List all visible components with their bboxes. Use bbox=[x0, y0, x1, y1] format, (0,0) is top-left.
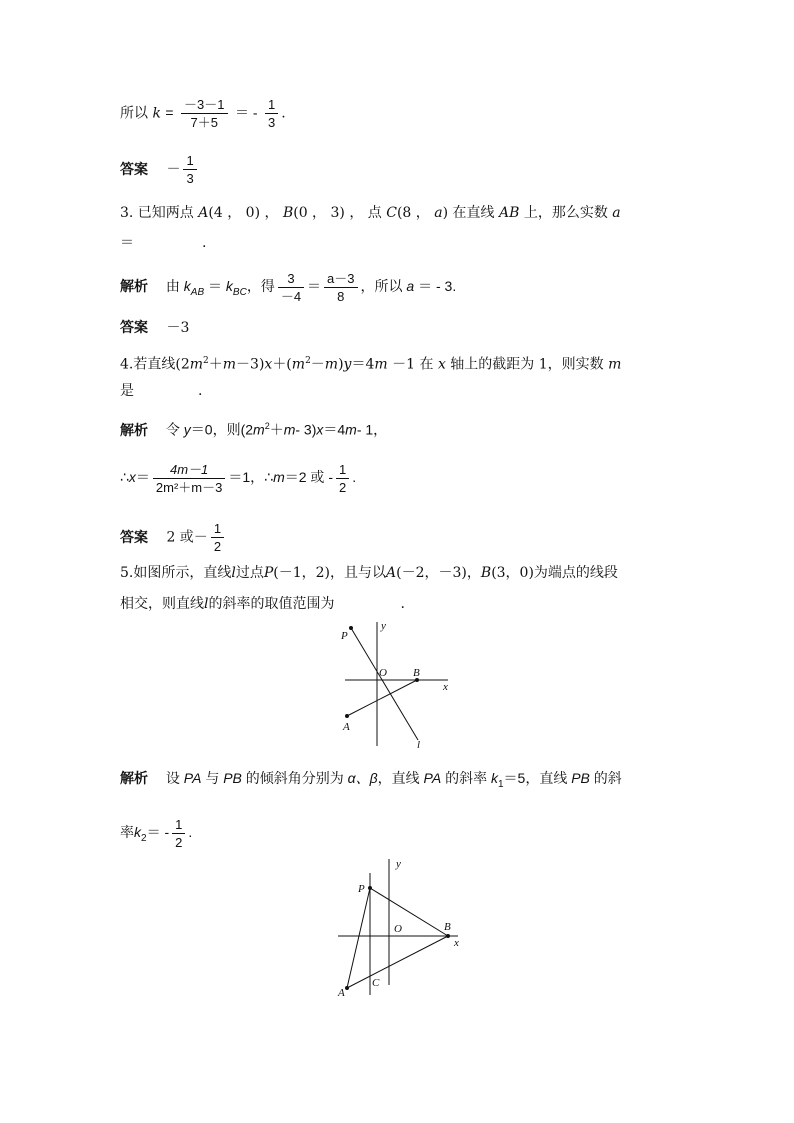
denominator: 3 bbox=[267, 115, 276, 130]
solution-5-line-1 bbox=[120, 768, 622, 795]
answer-label: 答案 bbox=[120, 320, 148, 336]
segment-PA bbox=[347, 888, 370, 988]
var: y bbox=[183, 421, 191, 438]
var: m bbox=[273, 469, 285, 486]
text: ，所以 bbox=[360, 278, 403, 295]
text: －3) bbox=[236, 356, 265, 373]
var: m bbox=[324, 356, 339, 373]
subscript: BC bbox=[232, 287, 247, 298]
figure-1-diagram bbox=[330, 618, 460, 753]
label-O: O bbox=[379, 667, 387, 679]
text: 与 bbox=[205, 770, 220, 786]
var: k bbox=[490, 770, 498, 786]
answer-label: 答案 bbox=[120, 161, 148, 178]
label-P: P bbox=[341, 630, 348, 642]
denominator: 2m²＋m－3 bbox=[155, 480, 223, 495]
text: ＋ bbox=[269, 421, 284, 438]
numerator: 1 bbox=[265, 96, 278, 114]
text: (－1，2)，且与以 bbox=[273, 565, 387, 581]
text: ＋ bbox=[208, 356, 223, 373]
var: a bbox=[434, 205, 443, 221]
text: (8 ， bbox=[396, 205, 430, 221]
text: 相交，则直线 bbox=[120, 596, 204, 612]
equals: ＝ bbox=[307, 278, 322, 295]
label-A: A bbox=[343, 721, 350, 733]
fraction bbox=[183, 152, 196, 187]
numerator: 1 bbox=[172, 816, 185, 834]
equals: ＝ bbox=[120, 235, 134, 251]
fraction bbox=[172, 816, 185, 851]
text: . bbox=[202, 235, 207, 251]
solution-label: 解析 bbox=[120, 422, 148, 439]
var: l bbox=[231, 565, 236, 581]
text: ，直线 bbox=[377, 770, 420, 786]
fraction bbox=[265, 96, 278, 131]
solution-label: 解析 bbox=[120, 279, 148, 296]
question-4-line-1 bbox=[120, 351, 621, 375]
denominator: 7＋5 bbox=[190, 115, 218, 130]
text: ＝ - bbox=[146, 824, 170, 841]
question-5-line-2 bbox=[120, 594, 405, 614]
equals: ＝ - bbox=[234, 104, 258, 121]
label-B: B bbox=[413, 667, 420, 679]
text: ＝0，则(2 bbox=[190, 421, 254, 438]
line-l bbox=[351, 628, 418, 740]
var: B bbox=[282, 205, 294, 221]
point-P bbox=[368, 886, 372, 890]
var: l bbox=[204, 596, 209, 612]
text: 上，那么实数 bbox=[523, 205, 608, 221]
text: 是 bbox=[120, 383, 134, 399]
label-P: P bbox=[358, 883, 365, 895]
var: m bbox=[345, 421, 357, 438]
subscript: 1 bbox=[497, 778, 504, 790]
text: . bbox=[198, 383, 203, 399]
text: (3，0)为端点的线段 bbox=[491, 565, 618, 581]
superscript: 2 bbox=[264, 421, 270, 431]
fraction bbox=[278, 270, 304, 305]
point-B bbox=[446, 934, 450, 938]
superscript: 2 bbox=[203, 356, 209, 366]
text: . bbox=[352, 469, 357, 486]
label-x: x bbox=[454, 937, 459, 949]
fraction bbox=[336, 461, 349, 496]
var: P bbox=[263, 565, 274, 581]
text: －1 在 bbox=[392, 356, 434, 373]
text: ＝4 bbox=[323, 421, 346, 438]
label-l: l bbox=[417, 739, 421, 751]
label-A: A bbox=[338, 987, 345, 999]
var: y bbox=[343, 356, 352, 373]
numerator: 3 bbox=[278, 270, 304, 288]
solution-label: 解析 bbox=[120, 771, 148, 787]
var: x bbox=[264, 356, 273, 373]
point-A bbox=[345, 986, 349, 990]
text: ＋( bbox=[272, 356, 292, 373]
var: m bbox=[291, 356, 306, 373]
text: 令 bbox=[165, 421, 180, 438]
var: m bbox=[253, 421, 265, 438]
var: m bbox=[222, 356, 237, 373]
point-P bbox=[349, 626, 353, 630]
question-5-line-1 bbox=[120, 563, 618, 583]
numerator: a－3 bbox=[324, 270, 357, 288]
text: 轴上的截距为 1，则实数 bbox=[450, 356, 604, 373]
var: C bbox=[386, 205, 397, 221]
var: k bbox=[183, 278, 191, 295]
var: x bbox=[128, 469, 136, 486]
var: A bbox=[198, 205, 209, 221]
question-3-line-2 bbox=[120, 233, 206, 253]
equals: ＝ bbox=[135, 469, 150, 486]
text: ∴ bbox=[120, 469, 129, 486]
text: - 1， bbox=[356, 421, 388, 438]
text: 的倾斜角分别为 bbox=[245, 770, 344, 786]
denominator: 2 bbox=[338, 480, 347, 495]
text: 的斜率的取值范围为 bbox=[208, 596, 335, 612]
text: 过点 bbox=[235, 565, 264, 581]
equals: ＝ bbox=[208, 278, 223, 295]
equals: = bbox=[165, 104, 174, 121]
text: 由 bbox=[165, 278, 180, 295]
text: 率 bbox=[120, 824, 134, 841]
label-B: B bbox=[444, 921, 451, 933]
var: k bbox=[225, 278, 233, 295]
var: a bbox=[406, 278, 415, 295]
answer-value: 2 或－ bbox=[166, 529, 208, 546]
label-y: y bbox=[381, 620, 386, 632]
var: m bbox=[189, 356, 204, 373]
text: 的斜 bbox=[593, 770, 622, 786]
segment-PB bbox=[370, 888, 448, 936]
text: - 3) bbox=[295, 421, 317, 438]
subscript: 2 bbox=[141, 833, 147, 844]
text: 的斜率 bbox=[445, 770, 488, 786]
label-O: O bbox=[394, 923, 402, 935]
denominator: 3 bbox=[186, 171, 194, 186]
solution-4-line-1 bbox=[120, 416, 387, 441]
text: 4.若直线(2 bbox=[120, 356, 190, 373]
text: － bbox=[310, 356, 325, 373]
var: k bbox=[134, 824, 141, 841]
text: ＝1，∴ bbox=[228, 469, 274, 486]
denominator: 8 bbox=[337, 289, 345, 304]
var: m bbox=[374, 356, 388, 373]
answer-label: 答案 bbox=[120, 529, 148, 546]
var: m bbox=[283, 421, 296, 438]
var: A bbox=[386, 565, 397, 581]
question-4-line-2 bbox=[120, 381, 202, 401]
fraction bbox=[181, 96, 227, 131]
text: ，得 bbox=[246, 278, 275, 295]
figure-2-diagram bbox=[330, 855, 470, 1000]
numerator: 4m－1 bbox=[153, 461, 225, 479]
fraction bbox=[324, 270, 357, 305]
text: 3. 已知两点 bbox=[120, 205, 194, 221]
denominator: 2 bbox=[175, 835, 183, 850]
var: PB bbox=[223, 770, 242, 786]
text: (－2，－3)， bbox=[396, 565, 481, 581]
numerator: 1 bbox=[183, 152, 196, 170]
var: PB bbox=[571, 770, 590, 786]
text: ＝5，直线 bbox=[503, 770, 568, 786]
segment-AB bbox=[347, 680, 417, 716]
text: 5.如图所示，直线 bbox=[120, 565, 232, 581]
label-y: y bbox=[396, 858, 401, 870]
solution-4-line-2 bbox=[120, 461, 356, 496]
solution-5-line-2 bbox=[120, 816, 192, 851]
denominator: 2 bbox=[213, 539, 222, 554]
text: ＝2 或 - bbox=[284, 469, 333, 486]
answer-value: －3 bbox=[166, 320, 190, 336]
text: . bbox=[281, 105, 286, 122]
text: 设 bbox=[165, 770, 180, 786]
denominator: －4 bbox=[280, 289, 302, 304]
text: ＝ - 3. bbox=[418, 278, 457, 295]
previous-conclusion-line bbox=[120, 96, 286, 131]
text: . bbox=[188, 824, 193, 841]
var: a bbox=[612, 205, 621, 221]
var: x bbox=[437, 356, 446, 373]
var: B bbox=[480, 565, 492, 581]
var: m bbox=[608, 356, 622, 373]
text: ＝4 bbox=[351, 356, 375, 373]
text: . bbox=[400, 596, 405, 612]
fraction bbox=[211, 520, 224, 555]
var: α、β bbox=[347, 770, 378, 786]
var: AB bbox=[498, 205, 520, 221]
text: (0 ， 3) ， 点 bbox=[293, 205, 382, 221]
text: ) 在直线 bbox=[442, 205, 495, 221]
numerator: －3－1 bbox=[181, 96, 227, 114]
text: (4 ， 0) ， bbox=[208, 205, 279, 221]
answer-4 bbox=[120, 520, 227, 555]
var: PA bbox=[423, 770, 442, 786]
answer-3 bbox=[120, 318, 189, 338]
superscript: 2 bbox=[305, 356, 311, 366]
segment-AB bbox=[347, 936, 448, 988]
question-3-line-1 bbox=[120, 203, 621, 223]
text: ) bbox=[338, 356, 344, 373]
var-k: k bbox=[152, 105, 161, 122]
text: 所以 bbox=[120, 105, 148, 122]
fraction bbox=[153, 461, 225, 496]
numerator: 1 bbox=[211, 520, 224, 538]
solution-3 bbox=[120, 270, 456, 305]
label-C: C bbox=[372, 977, 380, 989]
point-A bbox=[345, 714, 349, 718]
answer-2 bbox=[120, 152, 200, 187]
var: PA bbox=[183, 770, 202, 786]
var: x bbox=[316, 421, 324, 438]
label-x: x bbox=[443, 681, 448, 693]
numerator: 1 bbox=[336, 461, 349, 479]
subscript: AB bbox=[190, 287, 205, 298]
sign: － bbox=[166, 161, 181, 178]
